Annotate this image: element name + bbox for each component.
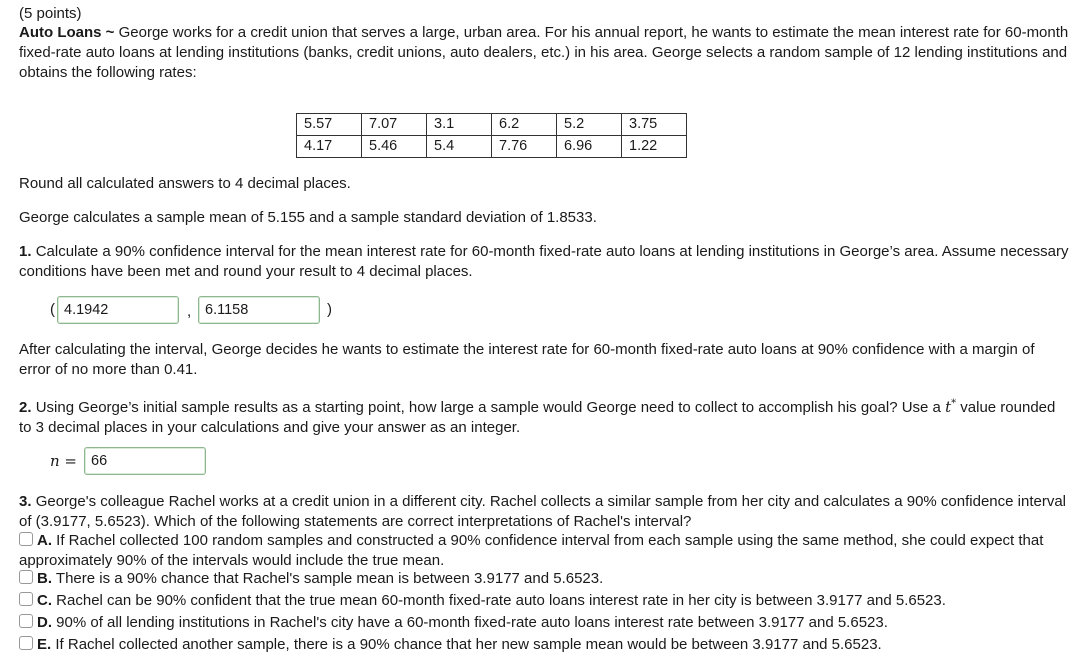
- table-cell: 3.1: [427, 114, 492, 136]
- intro-text: George works for a credit union that serves a large, urban area. For his annual report, he wants to estimate the mean interest rate for 60-month fixed-rate auto loans at lending institutions (banks, credit unions, auto dealers, etc.) in his area. George selects a random sample of 12 lending institutions and obtains the following rates:: [19, 24, 1069, 81]
- table-cell: 1.22: [622, 136, 687, 158]
- option-text: If Rachel collected 100 random samples and constructed a 90% confidence interval from each sample using the same method, she could expect that approximately 90% of the intervals would include the true mean.: [19, 532, 1044, 569]
- option-letter: D.: [37, 614, 52, 631]
- round-note: Round all calculated answers to 4 decimal places.: [19, 175, 351, 192]
- table-cell: 5.57: [297, 114, 362, 136]
- question-number: 2.: [19, 399, 32, 416]
- option-d[interactable]: [19, 613, 888, 633]
- problem-intro: [19, 23, 1069, 83]
- table-cell: 7.07: [362, 114, 427, 136]
- question-2: [19, 394, 1069, 438]
- table-cell: 6.96: [557, 136, 622, 158]
- option-a[interactable]: [19, 531, 1069, 571]
- rates-table: [296, 113, 687, 158]
- points-label: (5 points): [19, 5, 82, 22]
- table-cell: 6.2: [492, 114, 557, 136]
- comma: ,: [187, 303, 192, 320]
- checkbox[interactable]: [19, 570, 33, 584]
- table-cell: 5.2: [557, 114, 622, 136]
- option-letter: A.: [37, 532, 52, 549]
- question-number: 1.: [19, 243, 32, 260]
- option-letter: C.: [37, 592, 52, 609]
- open-paren: (: [50, 301, 55, 318]
- question-text: Calculate a 90% confidence interval for the mean interest rate for 60-month fixed-rate auto loans at lending institutions in George’s area. Assume necessary conditions have been met and round your result to 4 decimal places.: [19, 243, 1069, 280]
- table-cell: 5.46: [362, 136, 427, 158]
- table-cell: 3.75: [622, 114, 687, 136]
- question-number: 3.: [19, 493, 32, 510]
- ci-lower-input[interactable]: 4.1942: [57, 296, 179, 324]
- ci-upper-input[interactable]: 6.1158: [198, 296, 320, 324]
- table-cell: 5.4: [427, 136, 492, 158]
- problem-title: Auto Loans ~: [19, 24, 115, 41]
- after-interval-text: After calculating the interval, George decides he wants to estimate the interest rate for 60-month fixed-rate auto loans at 90% confidence with a margin of error of no more than 0.41.: [19, 341, 1035, 378]
- table-row: [297, 114, 687, 136]
- option-letter: E.: [37, 636, 52, 653]
- checkbox[interactable]: [19, 532, 33, 546]
- option-text: There is a 90% chance that Rachel's sample mean is between 3.9177 and 5.6523.: [55, 570, 604, 587]
- sample-size-input[interactable]: 66: [84, 447, 206, 475]
- checkbox[interactable]: [19, 636, 33, 650]
- option-b[interactable]: [19, 569, 603, 589]
- checkbox[interactable]: [19, 592, 33, 606]
- table-row: [297, 136, 687, 158]
- close-paren: ): [327, 301, 332, 318]
- question-3: [19, 492, 1069, 532]
- n-label: n =: [50, 452, 77, 470]
- table-cell: 7.76: [492, 136, 557, 158]
- t-star-symbol: t*: [945, 398, 957, 416]
- option-text: Rachel can be 90% confident that the true mean 60-month fixed-rate auto loans interest rate in her city is between 3.9177 and 5.6523.: [56, 592, 946, 609]
- question-text-cont: value rounded to 3 decimal places in your calculations and give your answer as an integer.: [19, 399, 1056, 436]
- question-text: Using George’s initial sample results as a starting point, how large a sample would George need to collect to accomplish his goal? Use a: [35, 399, 941, 416]
- question-text: George's colleague Rachel works at a credit union in a different city. Rachel collects a similar sample from her city and calculates a 90% confidence interval of (3.9177, 5.6523). Which of the following statements are correct interpretations of Rachel's interval?: [19, 493, 1066, 530]
- option-e[interactable]: [19, 635, 882, 655]
- option-letter: B.: [37, 570, 52, 587]
- table-cell: 4.17: [297, 136, 362, 158]
- option-text: 90% of all lending institutions in Rachel's city have a 60-month fixed-rate auto loans interest rate between 3.9177 and 5.6523.: [56, 614, 888, 631]
- question-1: [19, 242, 1069, 282]
- option-c[interactable]: [19, 591, 946, 611]
- option-text: If Rachel collected another sample, there is a 90% chance that her new sample mean would be between 3.9177 and 5.6523.: [55, 636, 882, 653]
- checkbox[interactable]: [19, 614, 33, 628]
- sample-summary: George calculates a sample mean of 5.155 and a sample standard deviation of 1.8533.: [19, 209, 597, 226]
